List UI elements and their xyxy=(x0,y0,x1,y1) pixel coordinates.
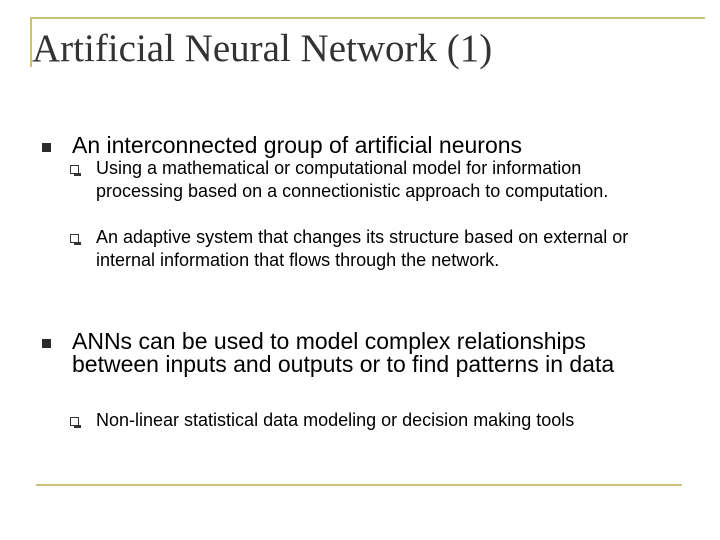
sub-bullet-item: Using a mathematical or computational model for information processing based on a connectionistic approach to computation. xyxy=(96,158,609,201)
bullet-square-icon xyxy=(42,339,51,348)
bullet-item: An interconnected group of artificial neurons xyxy=(72,132,523,158)
bullet-item: ANNs can be used to model complex relationships between inputs and outputs or to find patterns in data xyxy=(72,328,615,377)
bullet-square-icon xyxy=(42,143,51,152)
sub-bullet-icon xyxy=(70,417,79,426)
sub-bullet-icon xyxy=(70,234,79,243)
slide-title: Artificial Neural Network (1) xyxy=(32,27,493,70)
sub-bullet-item: Non-linear statistical data modeling or decision making tools xyxy=(96,410,575,430)
sub-bullet-item: An adaptive system that changes its structure based on external or internal information that flows through the network. xyxy=(96,227,629,270)
sub-bullet-icon xyxy=(70,165,79,174)
